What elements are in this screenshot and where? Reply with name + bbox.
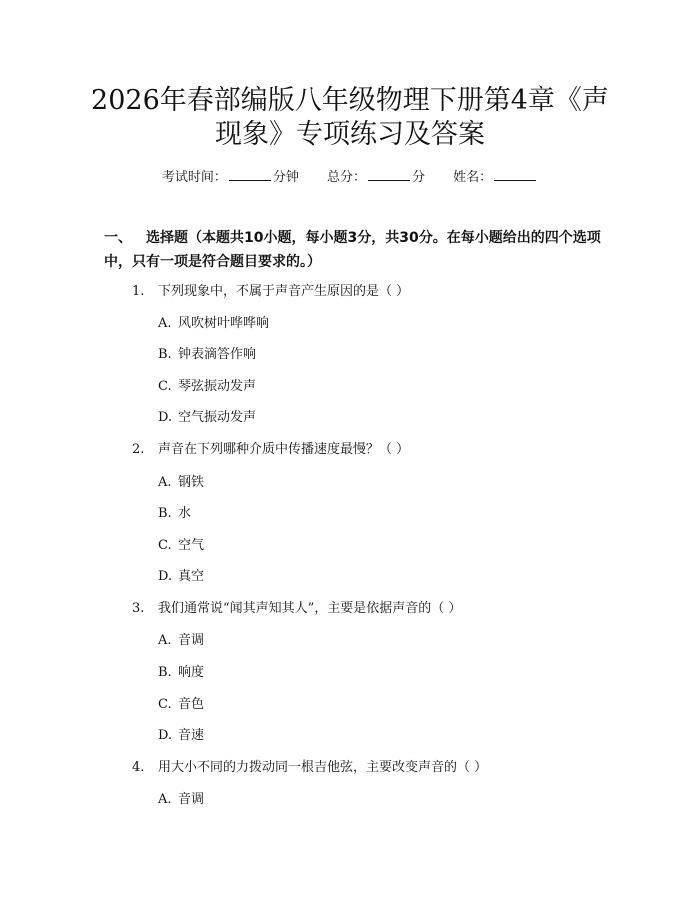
question-2-option-c xyxy=(158,536,204,556)
option-label: A. xyxy=(158,792,172,807)
option-label: A. xyxy=(158,475,172,490)
option-text: 音调 xyxy=(178,792,205,807)
option-label: B. xyxy=(158,506,172,521)
exam-time-field xyxy=(162,168,299,188)
question-1-option-a xyxy=(158,314,269,334)
exam-time-blank xyxy=(229,168,271,181)
option-label: C. xyxy=(158,538,172,553)
option-label: D. xyxy=(158,569,173,584)
option-text: 钟表滴答作响 xyxy=(178,347,257,362)
question-1-option-b xyxy=(158,345,256,365)
question-number: 4. xyxy=(132,760,145,775)
question-3-option-a xyxy=(158,631,204,651)
question-3 xyxy=(132,599,461,619)
section-number: 一、 xyxy=(104,230,132,246)
total-score-field xyxy=(327,168,425,188)
page-title-line-2: 现象》专项练习及答案 xyxy=(215,119,485,150)
question-2-option-b xyxy=(158,504,191,524)
question-2 xyxy=(132,440,409,460)
question-text: 下列现象中，不属于声音产生原因的是（ ） xyxy=(158,284,410,299)
total-score-unit: 分 xyxy=(412,170,426,185)
exam-time-label: 考试时间： xyxy=(161,170,227,185)
option-label: A. xyxy=(158,316,172,331)
question-text: 用大小不同的力拨动同一根吉他弦，主要改变声音的（ ） xyxy=(158,760,488,775)
question-1-option-c xyxy=(158,377,256,397)
option-text: 响度 xyxy=(178,665,205,680)
question-3-option-d xyxy=(158,726,204,746)
option-text: 钢铁 xyxy=(178,475,205,490)
question-text: 我们通常说“闻其声知其人”，主要是依据声音的（ ） xyxy=(158,601,462,616)
question-2-option-a xyxy=(158,473,204,493)
option-label: A. xyxy=(158,633,172,648)
student-name-label: 姓名： xyxy=(453,170,493,185)
question-text: 声音在下列哪种介质中传播速度最慢？（ ） xyxy=(158,442,410,457)
option-text: 空气 xyxy=(178,538,205,553)
question-4-option-a xyxy=(158,790,204,810)
exam-info xyxy=(0,168,700,188)
question-number: 2. xyxy=(132,442,145,457)
question-1 xyxy=(132,282,409,302)
total-score-blank xyxy=(368,168,410,181)
option-label: C. xyxy=(158,379,172,394)
question-number: 3. xyxy=(132,601,145,616)
student-name-blank xyxy=(494,168,536,181)
question-4 xyxy=(132,758,487,778)
total-score-label: 总分： xyxy=(326,170,366,185)
option-label: B. xyxy=(158,665,172,680)
question-3-option-b xyxy=(158,663,204,683)
option-text: 水 xyxy=(178,506,192,521)
option-text: 音色 xyxy=(178,697,205,712)
option-label: B. xyxy=(158,347,172,362)
question-2-option-d xyxy=(158,567,204,587)
option-text: 空气振动发声 xyxy=(178,410,257,425)
option-text: 风吹树叶哗哗响 xyxy=(178,316,270,331)
option-text: 音调 xyxy=(178,633,205,648)
option-text: 音速 xyxy=(178,728,205,743)
question-number: 1. xyxy=(132,284,145,299)
question-3-option-c xyxy=(158,695,204,715)
option-text: 琴弦振动发声 xyxy=(178,379,257,394)
student-name-field xyxy=(453,168,538,188)
option-label: D. xyxy=(158,728,173,743)
exam-time-unit: 分钟 xyxy=(272,170,299,185)
section-heading xyxy=(104,226,604,274)
option-text: 真空 xyxy=(178,569,205,584)
question-1-option-d xyxy=(158,408,256,428)
option-label: C. xyxy=(158,697,172,712)
page-title-line-1: 2026年春部编版八年级物理下册第4章《声 xyxy=(91,85,609,116)
section-instructions: 选择题（本题共10小题，每小题3分，共30分。在每小题给出的四个选项中，只有一项是符合题目要求的。） xyxy=(104,230,601,270)
option-label: D. xyxy=(158,410,173,425)
